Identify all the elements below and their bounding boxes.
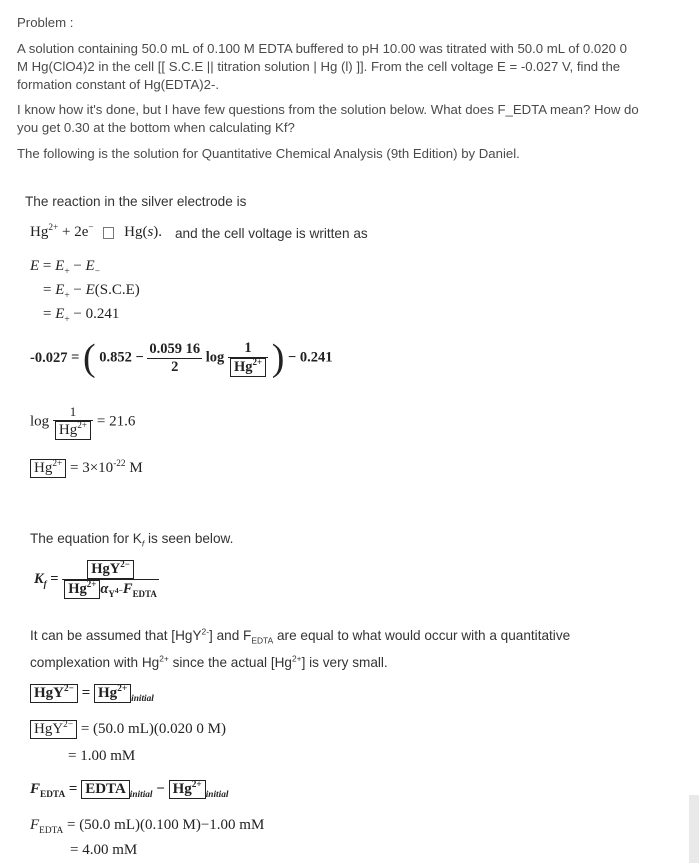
eq-cell-voltage-2: = $E_+ - E(S.C.E)$ — [43, 282, 140, 301]
assume-1b: ] and F — [209, 628, 252, 643]
hg-conc: 3×10 — [82, 460, 114, 476]
scrollbar[interactable] — [689, 795, 699, 863]
eq-hgy-equals-hg: $HgY^{2-} = Hg^{2+}_{initial}$ — [30, 684, 154, 703]
eq-fedta-result: = 4.00 mM — [70, 842, 138, 858]
hg-exp: -22 — [113, 459, 126, 469]
assume-2c: ] is very small. — [301, 655, 388, 670]
eq-nernst: -0.027 = ( 0.852 − $\frac{0.059 16}{2}$ log $\frac{1}{Hg^{2+}}$ ) − 0.241 — [30, 337, 333, 379]
value-minus0027: -0.027 — [30, 349, 68, 366]
fedta-result: 4.00 mM — [82, 842, 138, 858]
assume-1a: It can be assumed that [HgY — [30, 628, 202, 643]
value-0241-b: 0.241 — [299, 349, 333, 366]
assume-2a: complexation with Hg — [30, 655, 160, 670]
eq-cell-voltage-1: $E = E_+ - E_-$ — [30, 258, 100, 277]
assume-2b: since the actual [Hg — [172, 655, 292, 670]
assume-1c: are equal to what would occur with a quantitative — [276, 628, 571, 643]
value-0059: 0.059 16 — [149, 340, 201, 357]
assumption-line-2: complexation with $Hg^{2+}$ since the actual $[Hg^{2+}]$ is very small. — [30, 653, 388, 670]
question-line-1: I know how it's done, but I have few questions from the solution below. What does F_EDTA mean? How do — [17, 102, 639, 117]
eq-fedta-calc: $F_{EDTA} = (50.0$ mL)(0.100 M)−1.00 mM — [30, 817, 265, 836]
eq-fedta-def: $F_{EDTA}$ = EDTA $_{initial} - Hg^{2+}_{initial}$ — [30, 780, 229, 800]
kf-intro-text: The equation for K — [30, 531, 142, 546]
fedta-calc: (50.0 mL)(0.100 M)−1.00 mM — [79, 817, 265, 833]
kf-intro: The equation for $K_f$ is seen below. — [30, 531, 234, 549]
value-0852: 0.852 — [99, 349, 132, 366]
kf-intro-tail: is seen below. — [147, 531, 234, 546]
value-0241-a: 0.241 — [85, 306, 120, 322]
assumption-line-1: It can be assumed that [HgY$^{2-}$] and $F_{EDTA}$ are equal to what would occur with a quantitative — [30, 626, 571, 646]
eq-hg-concentration: $Hg^{2+} = 3\times 10^{-22}$ M — [30, 459, 143, 478]
reaction-tail: and the cell voltage is written as — [175, 226, 368, 241]
log-result: 21.6 — [109, 413, 136, 430]
eq-log: log $\frac{1}{Hg^{2+}}$ = 21.6 — [30, 404, 136, 438]
reaction-intro: The reaction in the silver electrode is — [25, 194, 247, 209]
problem-line-3: formation constant of Hg(EDTA)2-. — [17, 77, 220, 92]
source-note: The following is the solution for Quantitative Chemical Analysis (9th Edition) by Daniel. — [17, 146, 520, 161]
problem-line-1: A solution containing 50.0 mL of 0.100 M EDTA buffered to pH 10.00 was titrated with 50.0 mL of 0.020 0 — [17, 41, 627, 56]
reaction-equation: $Hg^{2+} + 2e^-$ Hg(s). — [30, 223, 163, 240]
eq-kf: $K_f$ = $\frac{HgY^{2-}}{Hg^{2+} \alpha_{Y^{4-}}F_{EDTA}}$ — [34, 559, 157, 599]
question-line-2: you get 0.30 at the bottom when calculating Kf? — [17, 120, 295, 135]
hgy-calc: (50.0 mL)(0.020 0 M) — [93, 721, 226, 737]
eq-hgy-result: = 1.00 mM — [68, 748, 136, 764]
problem-heading: Problem : — [17, 15, 74, 30]
hgy-result: 1.00 mM — [80, 748, 136, 764]
problem-line-2: M Hg(ClO4)2 in the cell [[ S.C.E || titration solution | Hg (l) ]]. From the cell voltage E = -0.027 V, find the — [17, 59, 621, 74]
eq-cell-voltage-3: = $E_+ - 0.241$ — [43, 306, 120, 325]
eq-hgy-calc: HgY$^{2-}$ = (50.0 mL)(0.020 0 M) — [30, 720, 226, 739]
